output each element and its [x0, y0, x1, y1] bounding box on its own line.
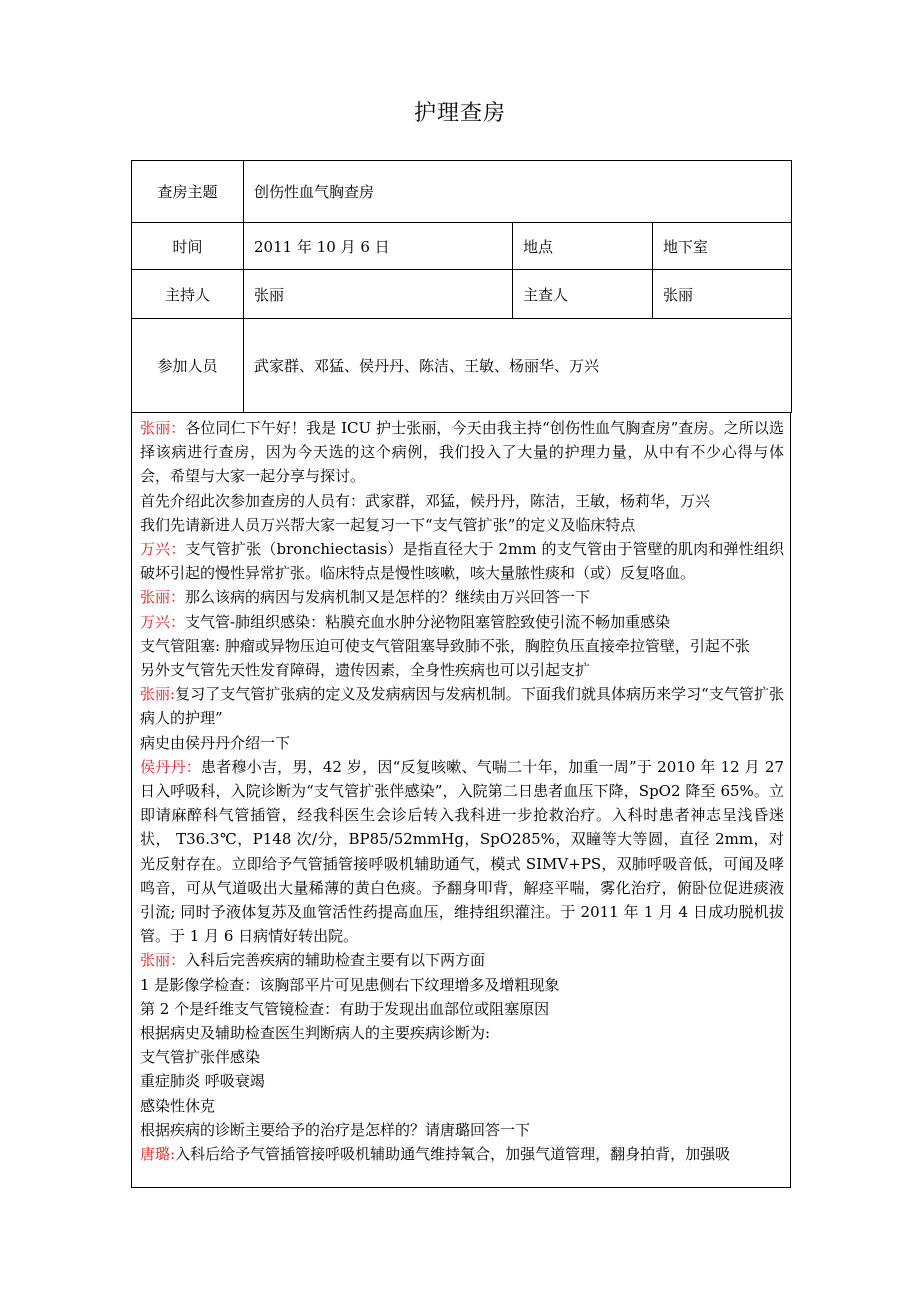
- paragraph-text: 入科后完善疾病的辅助检查主要有以下两方面: [185, 951, 486, 970]
- participants-value: 武家群、邓猛、侯丹丹、陈洁、王敏、杨丽华、万兴: [244, 319, 792, 413]
- discussion-paragraph: [140, 1021, 784, 1045]
- paragraph-text: 那么该病的病因与发病机制又是怎样的？继续由万兴回答一下: [185, 588, 591, 607]
- host-label: 主持人: [132, 270, 244, 319]
- speaker-name: 张丽：: [140, 588, 186, 607]
- discussion-paragraph: [140, 1118, 784, 1142]
- topic-label: 查房主题: [132, 161, 244, 223]
- place-value: 地下室: [653, 223, 792, 270]
- speaker-name: 万兴：: [140, 540, 186, 559]
- participants-label: 参加人员: [132, 319, 244, 413]
- paragraph-text: 我们先请新进人员万兴帮大家一起复习一下“支气管扩张”的定义及临床特点: [140, 515, 636, 534]
- time-value: 2011 年 10 月 6 日: [244, 223, 513, 270]
- paragraph-text: 病史由侯丹丹介绍一下: [140, 733, 291, 752]
- paragraph-text: 另外支气管先天性发育障碍，遗传因素，全身性疾病也可以引起支扩: [140, 661, 591, 680]
- speaker-name: 侯丹丹：: [140, 757, 201, 776]
- topic-value: 创伤性血气胸查房: [244, 161, 792, 223]
- paragraph-text: 各位同仁下午好！我是 ICU 护士张丽，今天由我主持“创伤性血气胸查房”查房。之所以选择该病进行查房，因为今天选的这个病例，我们投入了大量的护理力量，从中有不少心得与体会，希望与大家一起分享与探讨。: [140, 419, 784, 486]
- discussion-paragraph: [140, 585, 784, 609]
- discussion-paragraph: [140, 634, 784, 658]
- paragraph-text: 入科后给予气管插管接呼吸机辅助通气维持氧合，加强气道管理，翻身拍背，加强吸: [175, 1145, 731, 1164]
- page-title: 护理查房: [413, 101, 506, 126]
- discussion-paragraph: [140, 658, 784, 682]
- speaker-name: 万兴：: [140, 612, 186, 631]
- discussion-paragraph: [140, 731, 784, 755]
- host-row: [132, 270, 792, 319]
- discussion-paragraph: [140, 489, 784, 513]
- discussion-paragraph: [140, 513, 784, 537]
- paragraph-text: 首先介绍此次参加查房的人员有：武家群，邓猛，候丹丹，陈洁，王敏，杨莉华，万兴: [140, 491, 711, 510]
- paragraph-text: 1 是影像学检查：该胸部平片可见患侧右下纹理增多及增粗现象: [140, 975, 560, 994]
- paragraph-text: 患者穆小吉，男，42 岁，因“反复咳嗽、气喘二十年，加重一周”于 2010 年 12 月 27 日入呼吸科，入院诊断为“支气管扩张伴感染”，入院第二日患者血压下降，SpO2 降至 65%。立即请麻醉科气管插管，经我科医生会诊后转入我科进一步抢救治疗。入科时患者神志呈浅昏迷状， T36.3℃，P148 次/分，BP85/52mmHg，SpO285%，双瞳等大等圆，直径 2mm，对光反射存在。立即给予气管插管接呼吸机辅助通气，模式 SIMV+PS，双肺呼吸音低，可闻及哮鸣音，可从气道吸出大量稀薄的黄白色痰。予翻身叩背，解痉平喘，雾化治疗，俯卧位促进痰液引流; 同时予液体复苏及血管活性药提高血压，维持组织灌注。于 2011 年 1 月 4 日成功脱机拔管。于 1 月 6 日病情好转出院。: [140, 757, 784, 946]
- speaker-name: 张丽：: [140, 951, 186, 970]
- paragraph-text: 根据病史及辅助检查医生判断病人的主要疾病诊断为:: [140, 1024, 491, 1043]
- discussion-paragraph: [140, 973, 784, 997]
- host-value: 张丽: [244, 270, 513, 319]
- discussion-paragraph: [140, 997, 784, 1021]
- paragraph-text: 支气管阻塞: 肿瘤或异物压迫可使支气管阻塞导致肺不张，胸腔负压直接牵拉管壁，引起不张: [140, 636, 750, 655]
- discussion-paragraph: [140, 537, 784, 585]
- discussion-paragraph: [140, 682, 784, 730]
- discussion-text: [132, 413, 790, 1166]
- checker-value: 张丽: [653, 270, 792, 319]
- paragraph-text: 根据疾病的诊断主要给予的治疗是怎样的？请唐璐回答一下: [140, 1120, 531, 1139]
- discussion-box: [131, 413, 791, 1188]
- speaker-name: 张丽:: [140, 685, 176, 704]
- topic-row: [132, 161, 792, 223]
- paragraph-text: 感染性休克: [140, 1096, 216, 1115]
- discussion-paragraph: [140, 1069, 784, 1093]
- info-table: [131, 160, 792, 413]
- paragraph-text: 重症肺炎 呼吸衰竭: [140, 1072, 265, 1091]
- time-row: [132, 223, 792, 270]
- paragraph-text: 支气管扩张（bronchiectasis）是指直径大于 2mm 的支气管由于管壁的肌肉和弹性组织破坏引起的慢性异常扩张。临床特点是慢性咳嗽，咳大量脓性痰和（或）反复咯血。: [140, 540, 784, 583]
- paragraph-text: 第 2 个是纤维支气管镜检查：有助于发现出血部位或阻塞原因: [140, 999, 550, 1018]
- paragraph-text: 支气管-肺组织感染：粘膜充血水肿分泌物阻塞管腔致使引流不畅加重感染: [185, 612, 671, 631]
- discussion-paragraph: [140, 755, 784, 949]
- place-label: 地点: [513, 223, 653, 270]
- participants-row: [132, 319, 792, 413]
- checker-label: 主查人: [513, 270, 653, 319]
- paragraph-text: 复习了支气管扩张病的定义及发病病因与发病机制。下面我们就具体病历来学习“支气管扩张病人的护理”: [140, 685, 784, 728]
- speaker-name: 唐璐:: [140, 1145, 176, 1164]
- speaker-name: 张丽：: [140, 419, 186, 437]
- time-label: 时间: [132, 223, 244, 270]
- discussion-paragraph: [140, 416, 784, 489]
- discussion-paragraph: [140, 1045, 784, 1069]
- paragraph-text: 支气管扩张伴感染: [140, 1048, 261, 1067]
- discussion-paragraph: [140, 1142, 784, 1166]
- discussion-paragraph: [140, 610, 784, 634]
- discussion-paragraph: [140, 948, 784, 972]
- discussion-paragraph: [140, 1094, 784, 1118]
